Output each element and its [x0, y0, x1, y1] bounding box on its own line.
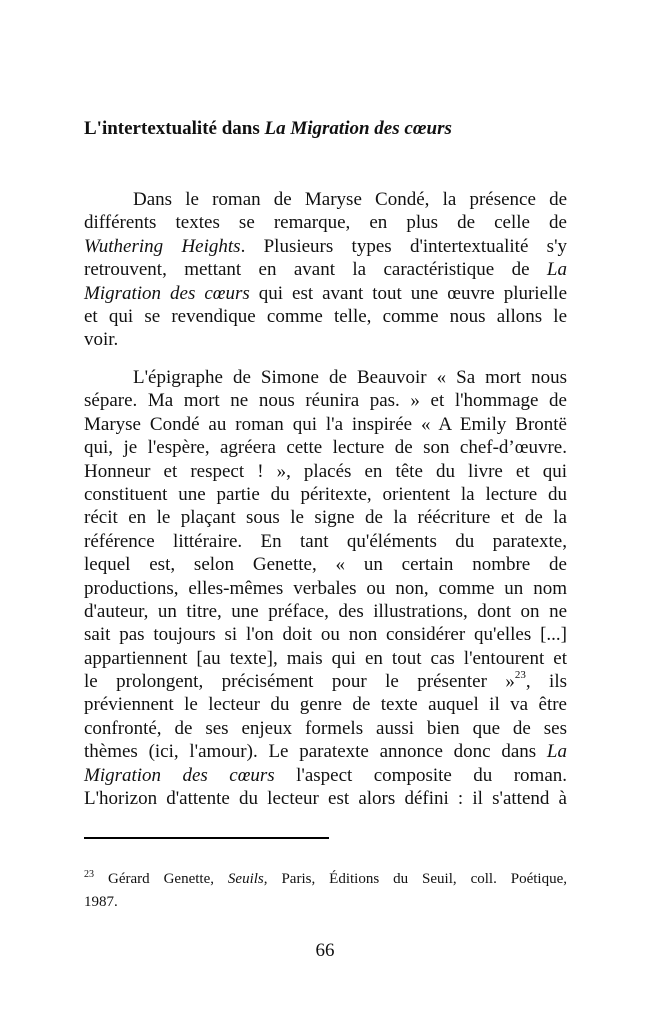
text: , ils: [525, 671, 567, 693]
paragraph-1: [84, 188, 567, 352]
text: L'horizon d'attente du lecteur est alors défini : il s'attend à: [84, 788, 567, 810]
section-heading: [84, 118, 452, 140]
text: et qui se revendique comme telle, comme nous allons le: [84, 305, 567, 327]
text-line: [84, 436, 567, 459]
text: différents textes se remarque, en plus de celle de: [84, 212, 567, 234]
text-line: [84, 553, 567, 576]
text: sépare. Ma mort ne nous réunira pas. » et l'hommage de: [84, 390, 567, 412]
text: 1987.: [84, 894, 118, 911]
text-line: [84, 891, 567, 914]
footnote-number: 23: [84, 869, 94, 880]
text: préviennent le lecteur du genre de texte auquel il va être: [84, 694, 567, 716]
footnote-separator: [84, 837, 329, 839]
italic-text: Migration des cœurs: [84, 282, 250, 304]
text: l'aspect composite du roman.: [274, 764, 568, 786]
text: Gérard Genette,: [108, 871, 228, 887]
text-line: [84, 868, 567, 891]
text: récit en le plaçant sous le signe de la réécriture et de la: [84, 507, 567, 529]
text-line: [84, 483, 567, 506]
text-line: [84, 623, 567, 646]
text: thèmes (ici, l'amour). Le paratexte annonce donc dans: [84, 741, 547, 763]
text-line: [84, 188, 567, 211]
text: L'épigraphe de Simone de Beauvoir « Sa mort nous: [133, 367, 567, 388]
heading-text: L'intertextualité dans: [84, 118, 265, 139]
text-line: [84, 235, 567, 258]
text-line: [84, 366, 567, 389]
text: appartiennent [au texte], mais qui en tout cas l'entourent et: [84, 647, 567, 669]
footnote-reference[interactable]: 23: [514, 669, 526, 682]
text-line: [84, 764, 567, 787]
text: sait pas toujours si l'on doit ou non considérer qu'elles [...]: [84, 624, 567, 646]
text-line: [84, 693, 567, 716]
text-line: [84, 328, 567, 351]
text: Honneur et respect ! », placés en tête du livre et qui: [84, 460, 567, 482]
text-line: [84, 740, 567, 763]
text: le prolongent, précisément pour le présenter »: [84, 671, 515, 693]
text: confronté, de ses enjeux formels aussi bien que de ses: [84, 717, 567, 739]
text: qui est avant tout une œuvre plurielle: [249, 282, 568, 304]
text-line: [84, 787, 567, 810]
text-line: [84, 305, 567, 328]
text: qui, je l'espère, agréera cette lecture de son chef-d’œuvre.: [84, 437, 567, 459]
text: , Paris, Éditions du Seuil, coll. Poétique,: [263, 871, 567, 887]
text-line: [84, 530, 567, 553]
text-line: [84, 282, 567, 305]
text-line: [84, 389, 567, 412]
text-line: [84, 258, 567, 281]
text-line: [84, 670, 567, 693]
text: constituent une partie du péritexte, orientent la lecture du: [84, 483, 567, 505]
text: lequel est, selon Genette, « un certain nombre de: [84, 554, 567, 576]
text-line: [84, 211, 567, 234]
italic-text: Seuils: [227, 871, 264, 887]
text: Maryse Condé au roman qui l'a inspirée « A Emily Brontë: [84, 413, 567, 435]
text-line: [84, 506, 567, 529]
text-line: [84, 413, 567, 436]
text: d'auteur, un titre, une préface, des illustrations, dont on ne: [84, 600, 567, 622]
italic-text: La: [546, 741, 567, 763]
text: voir.: [84, 329, 119, 351]
text: référence littéraire. En tant qu'éléments du paratexte,: [84, 530, 567, 552]
italic-text: La: [546, 259, 567, 281]
page-number: 66: [315, 940, 335, 961]
footnote: [84, 868, 567, 915]
text-line: [84, 460, 567, 483]
text-line: [84, 717, 567, 740]
paragraph-2: [84, 366, 567, 810]
text-line: [84, 647, 567, 670]
text: productions, elles-mêmes verbales ou non, comme un nom: [84, 577, 567, 599]
text-line: [84, 577, 567, 600]
italic-text: Migration des cœurs: [84, 764, 275, 786]
heading-italic-title: La Migration des cœurs: [264, 118, 452, 139]
text: Dans le roman de Maryse Condé, la présence de: [133, 189, 567, 210]
text-line: [84, 600, 567, 623]
italic-text: Wuthering Heights: [84, 235, 241, 257]
text: retrouvent, mettant en avant la caractéristique de: [84, 259, 547, 281]
text: . Plusieurs types d'intertextualité s'y: [240, 235, 567, 257]
